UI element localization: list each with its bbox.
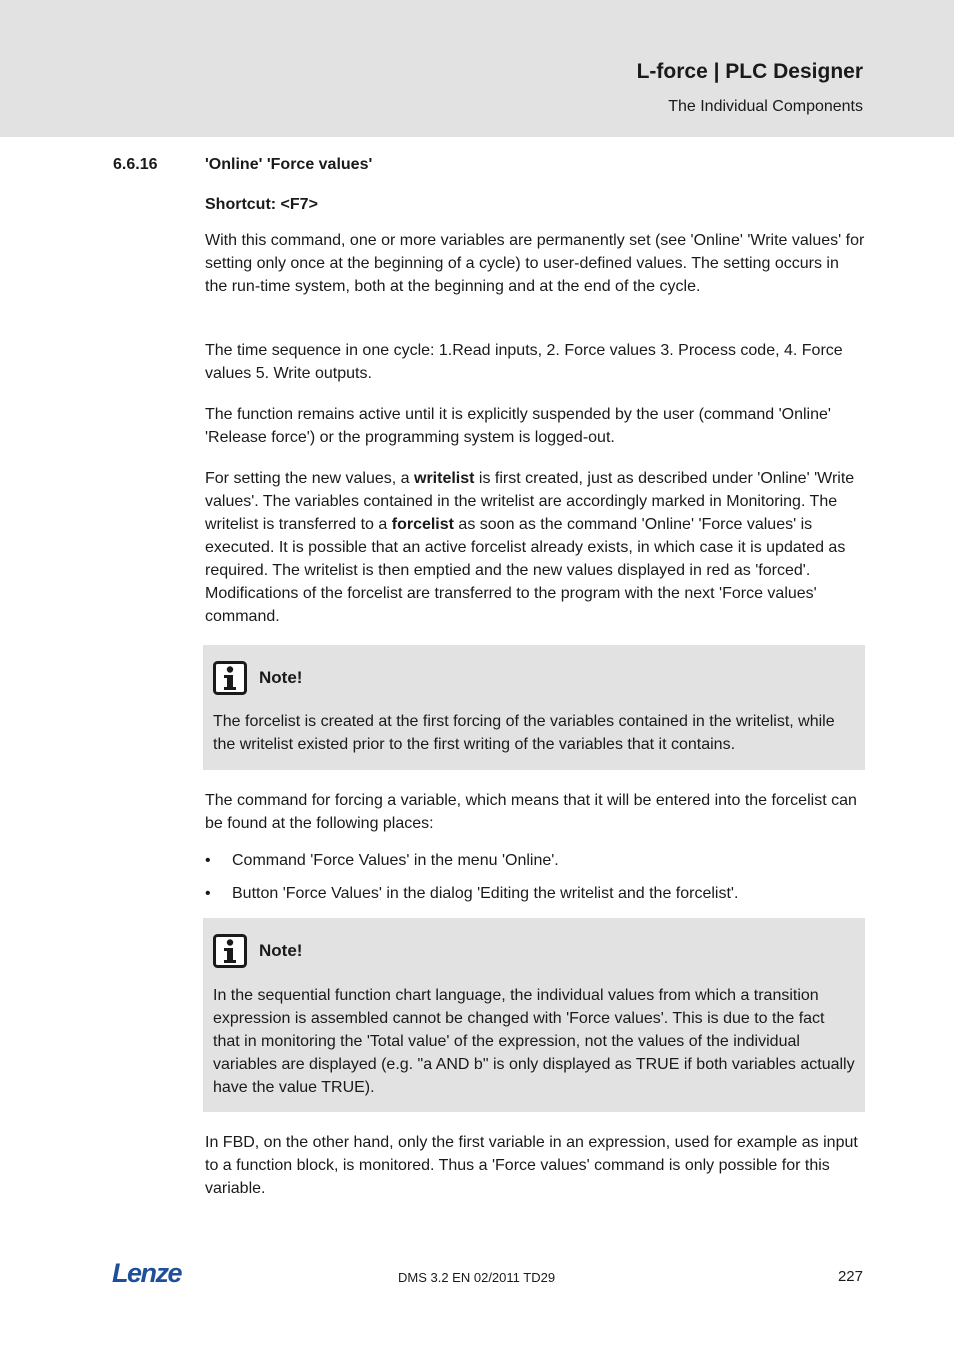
paragraph-6-text: In FBD, on the other hand, only the first variable in an expression, used for example as input to a function block, is monitored. Thus a 'Force values' command is only possible for this variable. xyxy=(205,1134,858,1197)
paragraph-3-text: The function remains active until it is explicitly suspended by the user (command 'Online' 'Release force') or the programming system is logged-out. xyxy=(205,406,831,446)
paragraph-5 xyxy=(205,789,865,835)
page-number: 227 xyxy=(837,1268,863,1285)
bullet-dot: • xyxy=(205,885,211,902)
bullet-text-1: Command 'Force Values' in the menu 'Online'. xyxy=(232,852,559,869)
lenze-logo xyxy=(112,1258,192,1288)
section-number: 6.6.16 xyxy=(113,156,158,173)
writelist-term: writelist xyxy=(414,470,475,487)
note-header-1 xyxy=(213,659,302,697)
note-header-2 xyxy=(213,932,302,970)
note-box-2 xyxy=(203,918,865,1112)
paragraph-2 xyxy=(205,339,865,385)
paragraph-3 xyxy=(205,403,865,449)
bullet-dot: • xyxy=(205,852,211,869)
note-box-1 xyxy=(203,645,865,770)
info-icon xyxy=(213,934,247,968)
lenze-logo-text: Lenze xyxy=(112,1258,182,1288)
bullet-item-1 xyxy=(205,849,865,872)
paragraph-4-text xyxy=(205,467,865,628)
forcelist-term: forcelist xyxy=(391,516,454,533)
paragraph-2-text: The time sequence in one cycle: 1.Read inputs, 2. Force values 3. Process code, 4. Force values 5. Write outputs. xyxy=(205,342,843,382)
info-icon xyxy=(213,661,247,695)
paragraph-1 xyxy=(205,229,865,298)
paragraph-1-text: With this command, one or more variables are permanently set (see 'Online' 'Write values' for setting only once at the beginning of a cycle) to user-defined values. The setting occurs in the run-time system, both at the beginning and at the end of the cycle. xyxy=(205,232,865,295)
bullet-text-2: Button 'Force Values' in the dialog 'Editing the writelist and the forcelist'. xyxy=(232,885,739,902)
p4-part3: as soon as the command 'Online' 'Force values' is executed. It is possible that an active forcelist already exists, in which case it is updated as required. The writelist is then emptied and the new values displayed in red as 'forced'. Modifications of the forcelist are transferred to the program with the next 'Force values' command. xyxy=(205,516,846,625)
bullet-item-2 xyxy=(205,882,865,905)
paragraph-6 xyxy=(205,1131,865,1200)
note-label-1: Note! xyxy=(259,668,303,687)
footer-doc-ref: DMS 3.2 EN 02/2011 TD29 xyxy=(398,1270,556,1285)
note-text-2: In the sequential function chart language, the individual values from which a transition expression is assembled cannot be changed with 'Force values'. This is due to the fact that in monitoring the 'Total value' of the expression, not the values of the individual variables are displayed (e.g. "a AND b" is only displayed as TRUE if both variables actually have the value TRUE). xyxy=(213,987,855,1096)
note-text-1: The forcelist is created at the first forcing of the variables contained in the writelist, while the writelist existed prior to the first writing of the variables that it contains. xyxy=(213,713,835,753)
shortcut-text: Shortcut: <F7> xyxy=(205,196,318,213)
note-label-2: Note! xyxy=(259,941,303,960)
bullet-list xyxy=(205,849,865,905)
header-subtitle: The Individual Components xyxy=(668,98,863,115)
section-title: 'Online' 'Force values' xyxy=(205,156,373,173)
paragraph-4 xyxy=(205,467,865,628)
header-title: L-force | PLC Designer xyxy=(636,60,863,83)
p4-part2: is first created, just as described under 'Online' 'Write values'. The variables contained in the writelist are accordingly marked in Monitoring. The writelist is transferred to a xyxy=(205,470,855,533)
shortcut-line xyxy=(205,193,865,216)
paragraph-5-text: The command for forcing a variable, which means that it will be entered into the forcelist can be found at the following places: xyxy=(205,792,857,832)
page-header xyxy=(0,0,954,137)
p4-part1: For setting the new values, a xyxy=(205,470,414,487)
